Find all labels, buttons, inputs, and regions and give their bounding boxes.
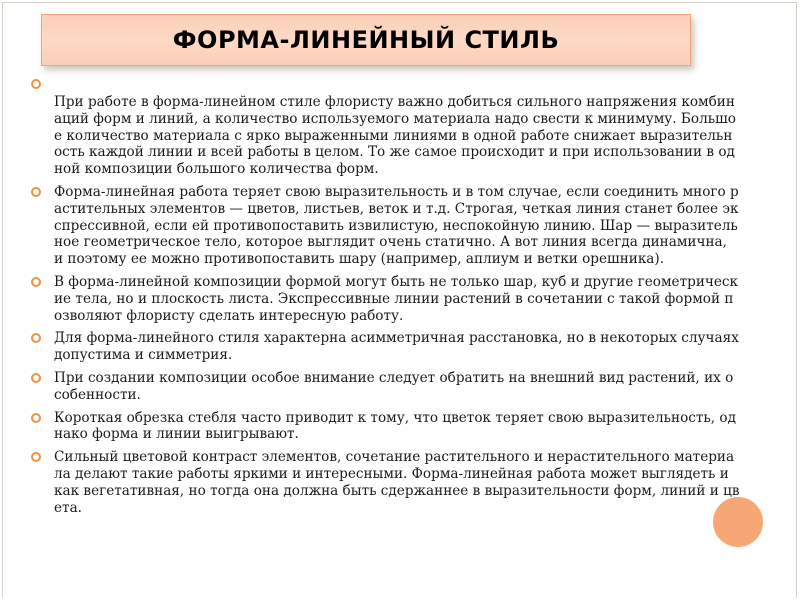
frame-left-line [2,2,3,598]
ring-bullet-icon [31,331,41,347]
ring-bullet-icon [31,450,41,466]
ring-bullet-icon [31,275,41,291]
bullet-text: Короткая обрезка стебля часто приводит к тому, что цветок теряет свою выразительность, однако форма и линии выигрывают. [54,409,736,443]
title-banner [41,14,691,66]
bullet-text: При создании композиции особое внимание следует обратить на внешний вид растений, их особенности. [54,369,734,403]
slide-title: ФОРМА-ЛИНЕЙНЫЙ СТИЛЬ [172,26,560,54]
frame-top-line [2,2,797,3]
ring-bullet-icon [31,77,41,93]
ring-bullet-icon [31,411,41,427]
frame-right-line [796,2,797,598]
bullet-item-7 [30,449,740,516]
bullet-text: Сильный цветовой контраст элементов, сочетание растительного и нерастительного материала делают такие работы яркими и интересными. Форма-линейная работа может выглядеть и как вегетативная, но тогда она должна быть сдержаннее в выразительности форм, линий и цвета. [54,449,740,516]
bullet-item-1 [30,76,740,178]
bullet-item-5 [30,370,740,404]
bullet-text: Для форма-линейного стиля характерна асимметричная расстановка, но в некоторых случаях допустима и симметрия. [54,330,739,364]
ring-bullet-icon [31,185,41,201]
ring-bullet-icon [31,371,41,387]
bullet-text: При работе в форма-линейном стиле флористу важно добиться сильного напряжения комбинаций форм и линий, а количество используемого материала надо свести к минимуму. Большое количество материала с ярко выраженными линиями в одной работе снижает выразительность каждой линии и всей работы в целом. То же самое происходит и при использовании в одной композиции большого количества форм. [54,94,736,178]
bullet-item-4 [30,330,740,364]
bullet-list [30,76,740,522]
bullet-text: В форма-линейной композиции формой могут быть не только шар, куб и другие геометрические тела, но и плоскость листа. Экспрессивные линии растений в сочетании с такой формой позволяют флористу сделать интересную работу. [54,273,739,324]
bullet-item-2 [30,184,740,268]
bullet-item-6 [30,410,740,444]
bullet-text: Форма-линейная работа теряет свою выразительность и в том случае, если соединить много растительных элементов — цветов, листьев, веток и т.д. Строгая, четкая линия станет более экспрессивной, если ей противопоставить извилистую, неспокойную линию. Шар — выразительное геометрическое тело, которое выглядит очень статично. А вот линия всегда динамична, и поэтому ее можно противопоставить шару (например, аплиум и ветки орешника). [54,183,739,268]
bullet-item-3 [30,274,740,324]
